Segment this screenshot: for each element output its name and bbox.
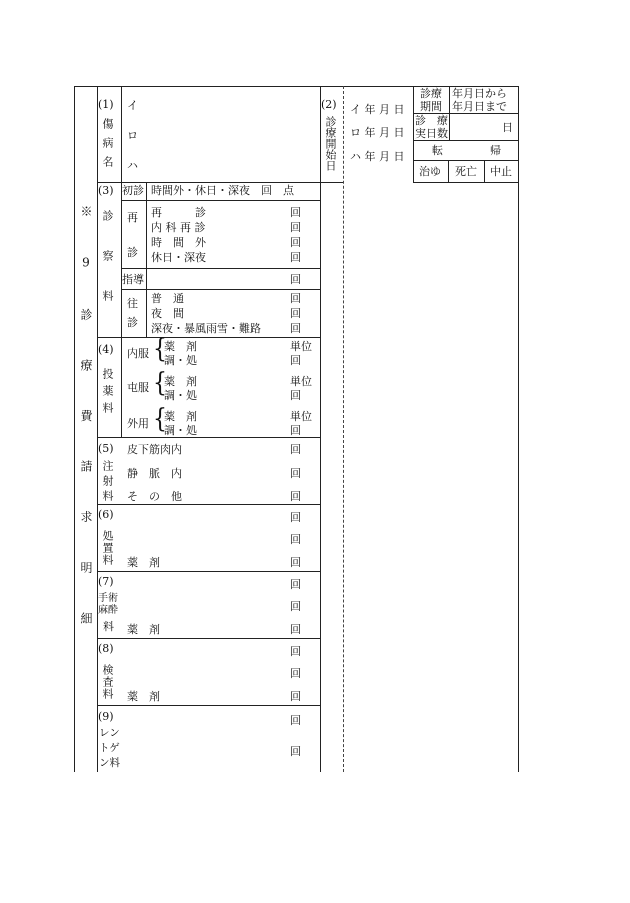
period-from: 年月日から [452,87,507,100]
test-times-3: 回 [290,690,301,703]
outcome-label-b: 帰 [490,144,501,157]
dashed-divider [343,86,344,772]
first-visit-line [121,200,320,201]
revisit-item-4: 休日・深夜 [151,251,206,264]
home-label-b: 診 [127,316,138,329]
med-row-3-brace: { [153,404,167,435]
guidance-div [146,268,147,289]
home-times-1: 回 [290,292,301,305]
surg-times-3: 回 [290,623,301,636]
injury-item-ro: ロ [127,129,138,142]
surg-number: (7) [98,575,114,588]
guidance-bottom-line [121,289,320,290]
xray-title-2: トゲ [99,742,120,754]
revisit-label-a: 再 [127,211,138,224]
first-visit-div [146,182,147,200]
med-row-2-times: 回 [290,389,301,402]
header-bottom-line [97,182,343,183]
days-unit: 日 [502,121,513,134]
med-row-3-times: 回 [290,424,301,437]
med-row-1-unit: 単位 [290,340,312,353]
xray-times-2: 回 [290,745,301,758]
injury-title: 傷病名 [101,118,114,175]
surg-title-b [98,606,118,616]
period-label-2: 期間 [420,100,442,113]
surg-times-1: 回 [290,578,301,591]
period-label-1: 診療 [420,87,442,100]
med-row-2-unit: 単位 [290,375,312,388]
info-bottom-line [413,182,519,183]
item-column-line [320,86,321,772]
home-times-3: 回 [290,322,301,335]
surg-bottom-line [97,638,320,639]
treat-times-1: 回 [290,511,301,524]
surg-title-line-1: 手術 [98,593,118,604]
left-border [74,86,75,772]
med-row-2-label: 屯服 [127,381,149,394]
med-row-1-drug: 薬 剤 [164,340,197,353]
med-row-3-unit: 単位 [290,410,312,423]
revisit-item-2: 内 科 再 診 [151,221,206,234]
test-title: 検査料 [101,664,114,700]
exam-number: (3) [98,184,114,197]
home-item-3: 深夜・暴風雨雪・難路 [151,322,261,335]
treat-times-3: 回 [290,556,301,569]
med-row-1-label: 内服 [127,347,149,360]
xray-title-1: レン [99,727,120,739]
inj-item-2: 静 脈 内 [127,467,182,480]
test-times-2: 回 [290,667,301,680]
treat-title: 処置料 [101,530,114,566]
med-row-2-brace: { [153,368,167,399]
start-date-ro: ロ 年 月 日 [350,126,405,139]
inj-item-1: 皮下筋肉内 [127,443,182,456]
outcome-div-1 [448,160,449,182]
outcome-row-line [413,160,519,161]
xray-number: (9) [98,710,114,723]
first-visit-detail: 時間外・休日・深夜 回 点 [151,184,294,197]
revisit-times-4: 回 [290,251,301,264]
surg-title-line-3: 料 [103,620,114,633]
exam-bottom-line [97,337,320,338]
guidance-times: 回 [290,273,301,286]
injury-item-ha: ハ [127,159,138,172]
start-number: (2) [321,98,337,111]
surg-title-line-2: 麻酔 [98,605,118,616]
revisit-div [146,200,147,268]
revisit-times-1: 回 [290,206,301,219]
home-div [146,289,147,337]
outcome-div-2 [484,160,485,182]
period-to: 年月日まで [452,100,507,113]
exam-title: 診察料 [101,210,114,330]
treat-times-2: 回 [290,533,301,546]
outcome-label-a: 転 [432,144,443,157]
period-left-line [413,86,414,182]
injury-number: (1) [98,98,114,111]
exam-title-line [121,182,122,337]
days-row-line [413,140,519,141]
start-title: 診療開始日 [324,116,337,171]
revisit-times-3: 回 [290,236,301,249]
revisit-bottom-line [121,268,320,269]
start-date-ha: ハ 年 月 日 [350,150,405,163]
guidance-label: 指導 [122,273,144,286]
med-row-2-drug: 薬 剤 [164,375,197,388]
med-row-3-label: 外用 [127,417,149,430]
inj-bottom-line [97,504,320,505]
med-row-3-disp: 調・処 [164,424,197,437]
revisit-item-1: 再 診 [151,206,206,219]
med-row-1-disp: 調・処 [164,354,197,367]
surg-drug: 薬 剤 [127,623,160,636]
inj-number: (5) [98,442,114,455]
xray-title-3: ン料 [99,757,120,769]
outcome-cured: 治ゆ [419,165,441,178]
surg-times-2: 回 [290,600,301,613]
med-row-2-disp: 調・処 [164,389,197,402]
home-label-a: 往 [127,297,138,310]
treat-bottom-line [97,571,320,572]
revisit-label-b: 診 [127,246,138,259]
first-visit-label: 初診 [122,184,144,197]
revisit-times-2: 回 [290,221,301,234]
med-title: 投薬料 [101,368,114,419]
revisit-item-3: 時 間 外 [151,236,206,249]
treat-number: (6) [98,508,114,521]
home-item-2: 夜 間 [151,307,184,320]
inj-times-1: 回 [290,443,301,456]
test-times-1: 回 [290,645,301,658]
surg-title-c [103,621,114,632]
home-item-1: 普 通 [151,292,184,305]
right-border [518,86,519,772]
outcome-stopped: 中止 [490,165,512,178]
med-bottom-line [97,437,320,438]
med-row-1-times: 回 [290,354,301,367]
injury-title-line [121,86,122,182]
test-drug: 薬 剤 [127,690,160,703]
inj-times-2: 回 [290,467,301,480]
med-row-3-drug: 薬 剤 [164,410,197,423]
surg-title-a [98,593,122,605]
days-label-2: 実日数 [415,127,448,140]
xray-times-1: 回 [290,714,301,727]
test-bottom-line [97,705,320,706]
inj-item-3: そ の 他 [127,490,182,503]
inj-times-3: 回 [290,490,301,503]
side-title: ※9診療費請求明細 [79,205,93,663]
days-label-1: 診 療 [415,114,448,127]
home-times-2: 回 [290,307,301,320]
outcome-died: 死亡 [455,165,477,178]
start-date-i: イ 年 月 日 [350,103,405,116]
test-number: (8) [98,642,114,655]
med-number: (4) [98,343,114,356]
treat-drug: 薬 剤 [127,556,160,569]
med-row-1-brace: { [153,334,167,365]
inj-title: 注射料 [101,460,114,505]
injury-item-i: イ [127,99,138,112]
med-title-line [121,337,122,437]
